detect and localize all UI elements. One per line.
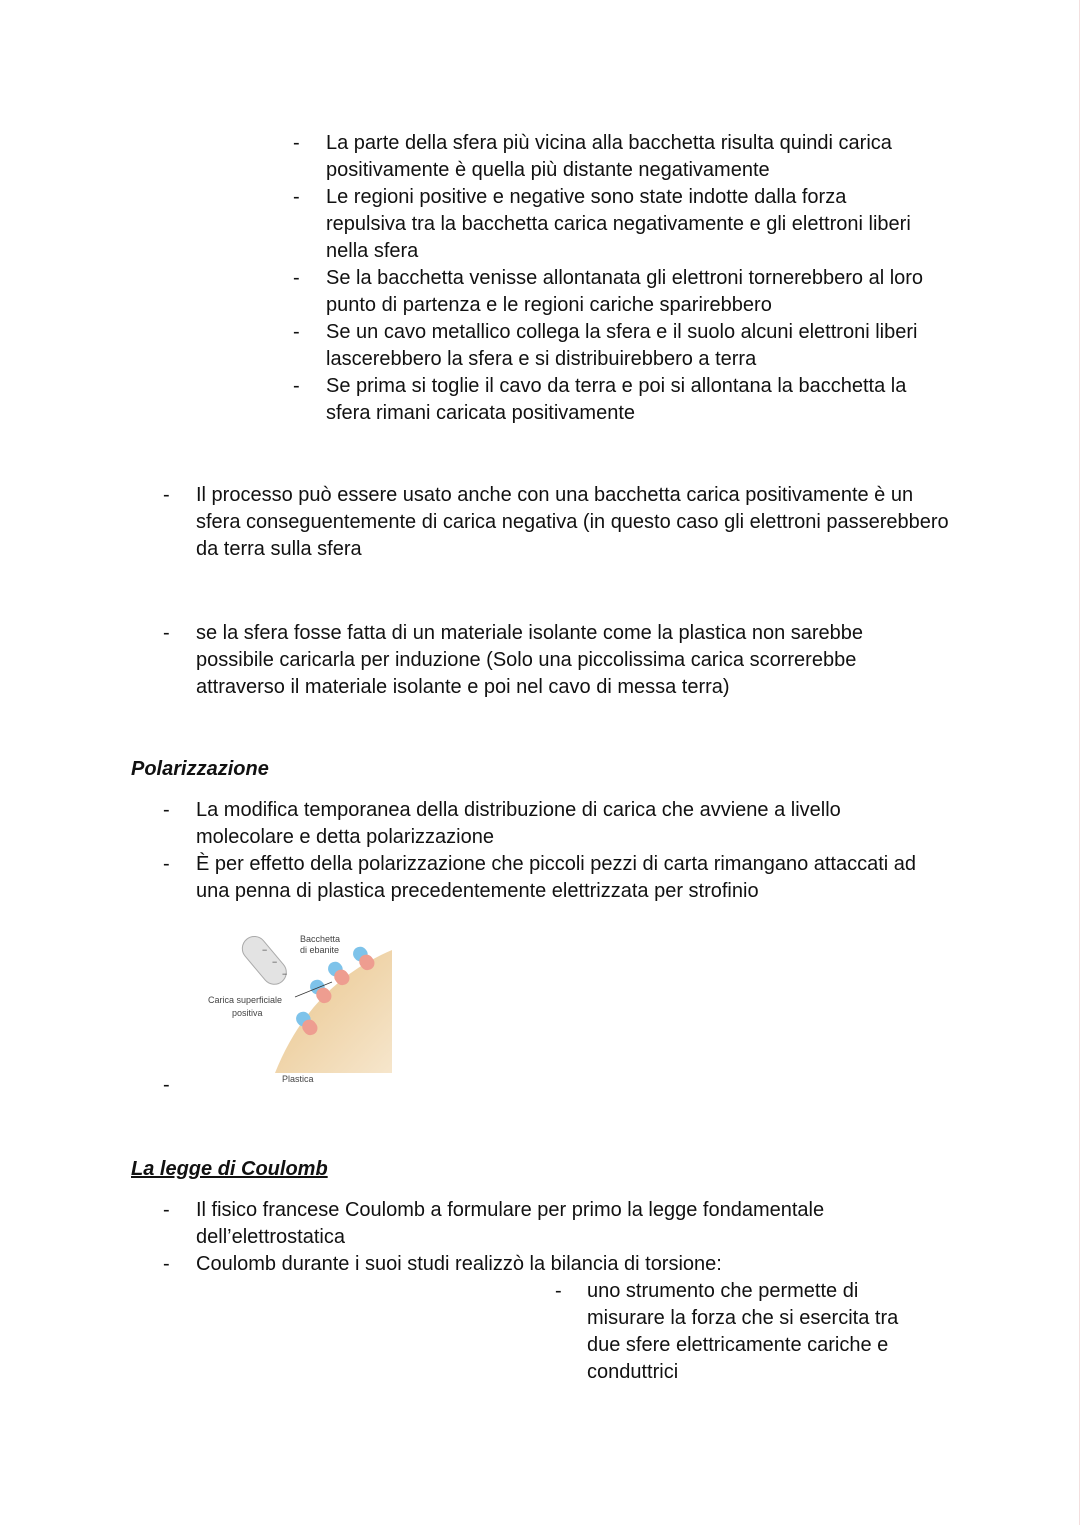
ebonite-rod xyxy=(237,932,291,990)
figure-label: Carica superficiale xyxy=(208,995,283,1005)
bullet: - xyxy=(163,484,170,506)
bullet: - xyxy=(163,853,170,875)
list-item-text: Se prima si toglie il cavo da terra e poi si allontana la bacchetta la sfera rimani caricata positivamente xyxy=(326,375,907,424)
figure-label: Plastica xyxy=(282,1074,314,1084)
bullet: - xyxy=(293,375,300,397)
list-item-text: se la sfera fosse fatta di un materiale isolante come la plastica non sarebbe possibile caricarla per induzione (Solo una piccolissima carica scorrerebbe attraverso il materiale isolante e poi nel cavo di messa terra) xyxy=(196,622,864,698)
bullet: - xyxy=(163,1253,170,1275)
bullet: - xyxy=(293,267,300,289)
figure-label: positiva xyxy=(232,1008,263,1018)
figure-label: di ebanite xyxy=(300,945,340,955)
figure-label: Bacchetta xyxy=(300,934,341,944)
list-item-text: Coulomb durante i suoi studi realizzò la bilancia di torsione: xyxy=(196,1253,722,1275)
list-item-text: Il fisico francese Coulomb a formulare per primo la legge fondamentale dell’elettrostatica xyxy=(196,1199,825,1248)
bullet: - xyxy=(163,799,170,821)
list-item-text: Il processo può essere usato anche con una bacchetta carica positivamente è un sfera conseguentemente di carica negativa (in questo caso gli elettroni passerebbero da terra sulla sfera xyxy=(196,484,949,560)
list-item-text: Se la bacchetta venisse allontanata gli elettroni tornerebbero al loro punto di partenza e le regioni cariche sparirebbero xyxy=(326,267,924,316)
bullet: - xyxy=(293,132,300,154)
list-item-text: Se un cavo metallico collega la sfera e il suolo alcuni elettroni liberi lascerebbero la sfera e si distribuirebbero a terra xyxy=(326,321,918,370)
bullet: - xyxy=(293,321,300,343)
polarization-figure xyxy=(200,925,400,1085)
bullet: - xyxy=(555,1280,562,1302)
minus-sign: − xyxy=(262,945,268,955)
bullet: - xyxy=(293,186,300,208)
section-heading: Polarizzazione xyxy=(131,758,269,780)
bullet: - xyxy=(163,1199,170,1221)
minus-sign: − xyxy=(282,969,288,979)
bullet: - xyxy=(163,1074,170,1096)
list-item-text: La parte della sfera più vicina alla bacchetta risulta quindi carica positivamente è quella più distante negativamente xyxy=(326,132,892,181)
list-item-text: La modifica temporanea della distribuzione di carica che avviene a livello molecolare e detta polarizzazione xyxy=(196,799,841,848)
section-heading: La legge di Coulomb xyxy=(131,1158,328,1180)
list-item-text: Le regioni positive e negative sono state indotte dalla forza repulsiva tra la bacchetta carica negativamente e gli elettroni liberi nella sfera xyxy=(326,186,911,262)
minus-sign: − xyxy=(272,957,278,967)
bullet: - xyxy=(163,622,170,644)
list-item-text: È per effetto della polarizzazione che piccoli pezzi di carta rimangano attaccati ad una penna di plastica precedentemente elettrizzata per strofinio xyxy=(196,853,917,902)
list-item-text: uno strumento che permette di misurare la forza che si esercita tra due sfere elettricamente cariche e conduttrici xyxy=(587,1280,899,1383)
